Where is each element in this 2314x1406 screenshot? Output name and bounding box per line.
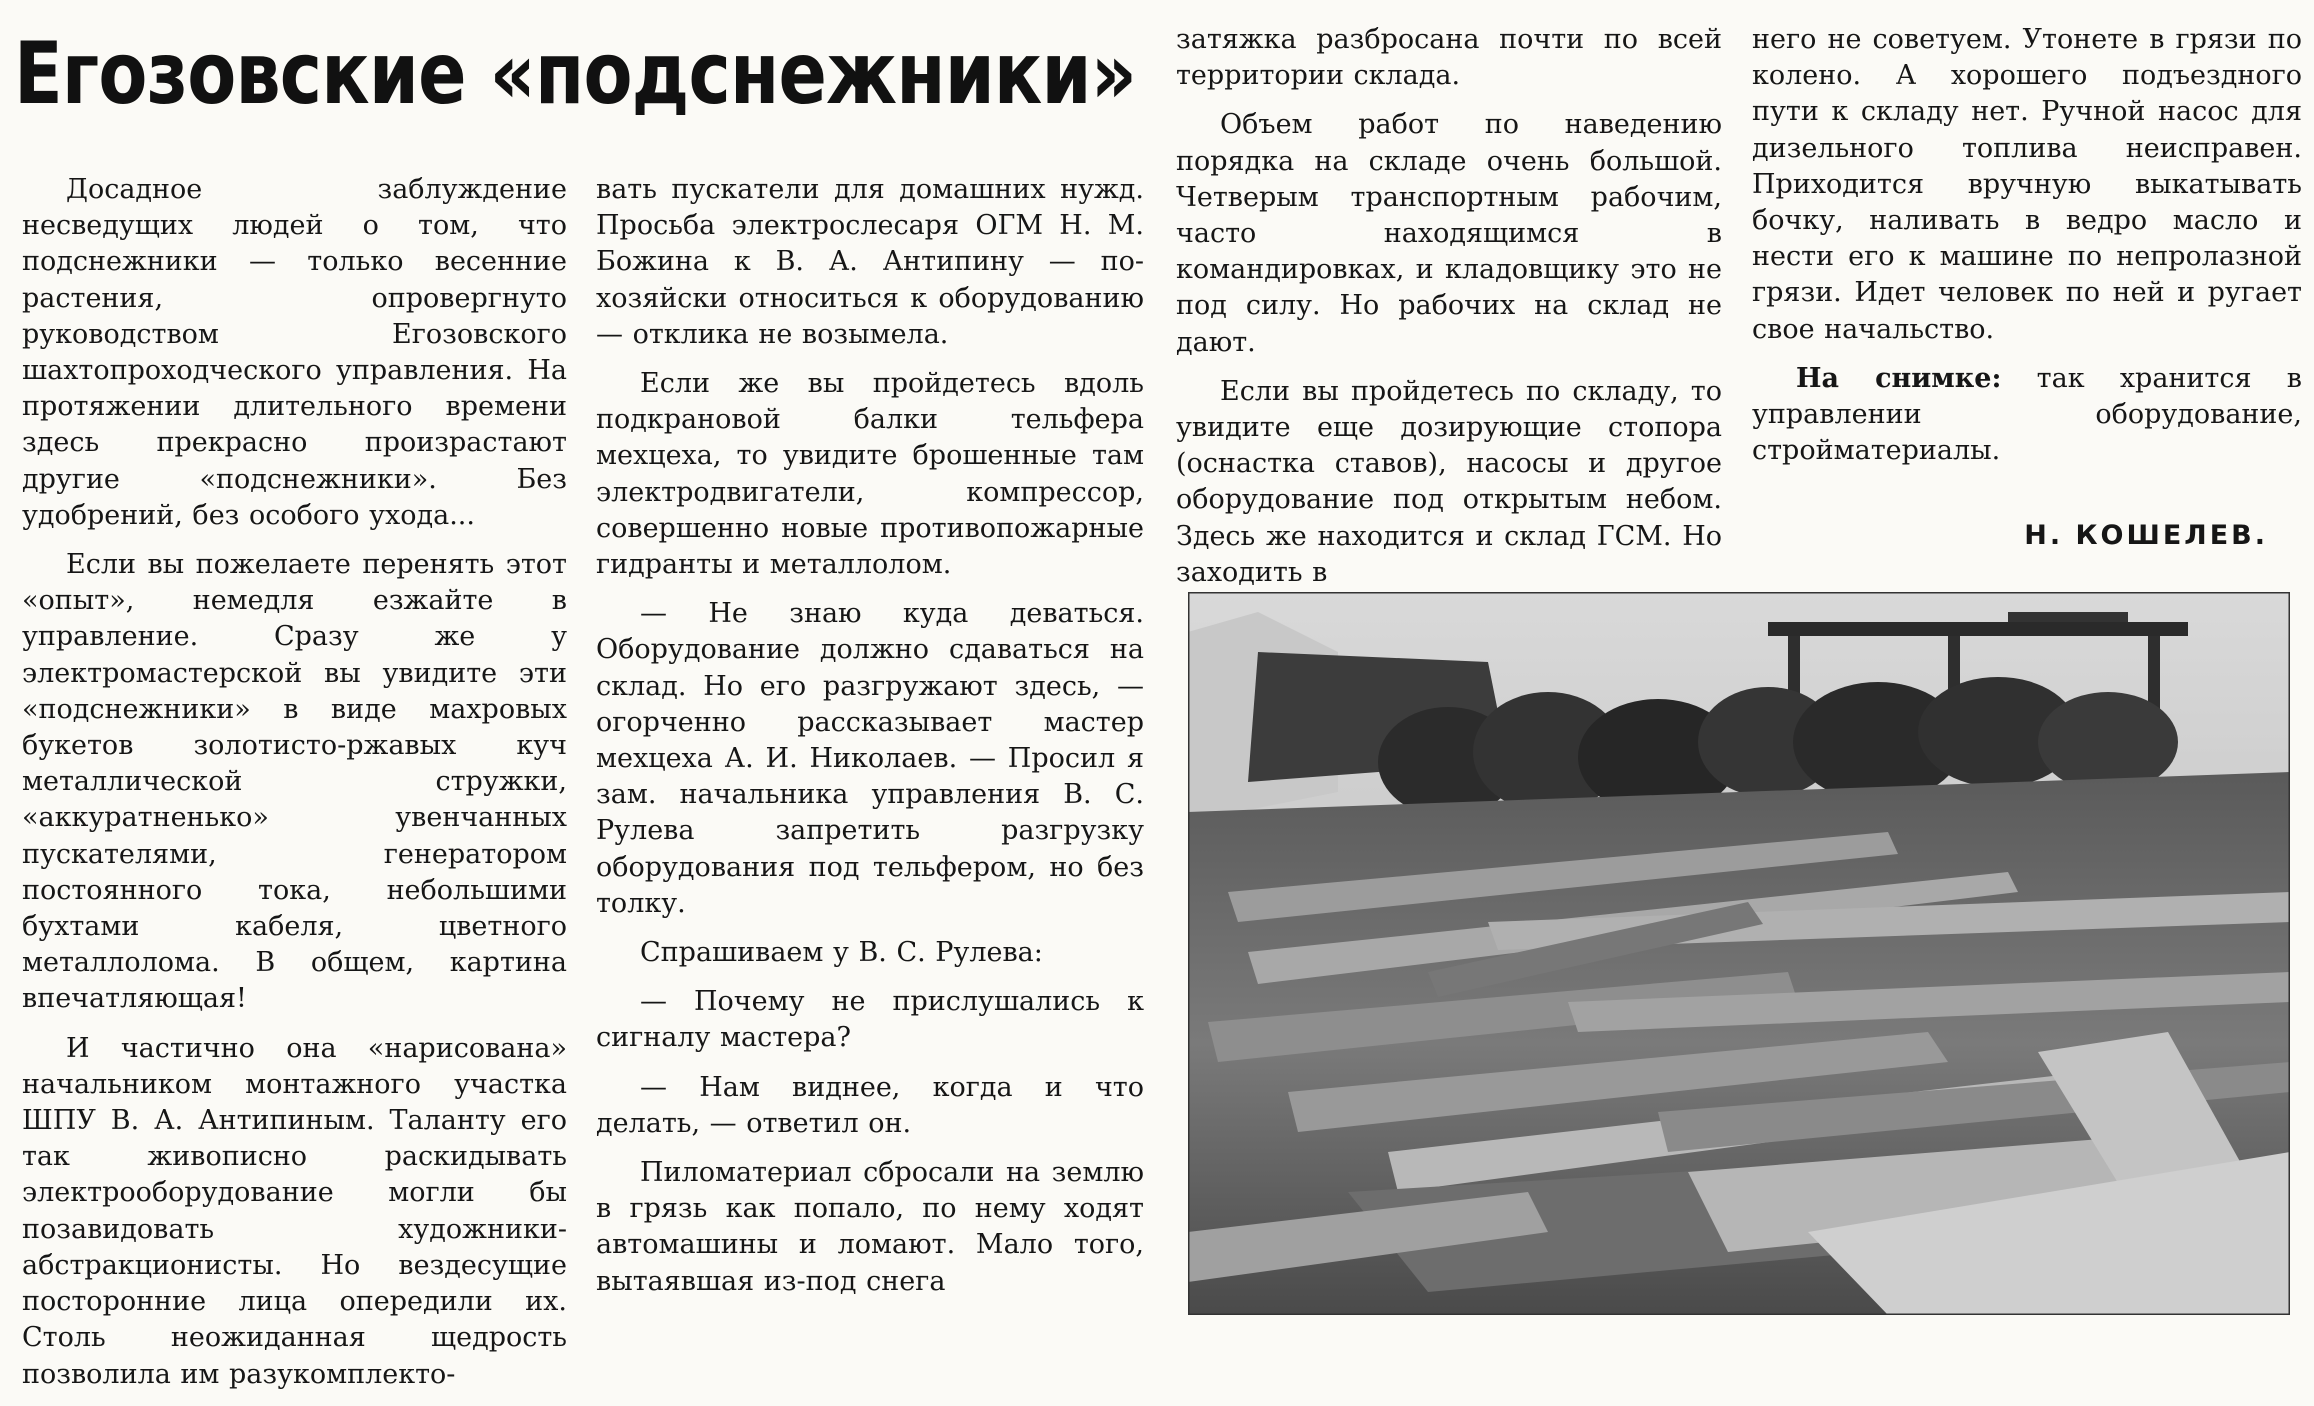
paragraph: вать пускатели для домашних нужд. Просьба электрослесаря ОГМ Н. М. Божина к В. А. Антипину — по-хозяйски относиться к оборудованию — отклика не возымела. — [596, 174, 1144, 350]
photo-image — [1188, 592, 2290, 1315]
paragraph: Если вы пожелаете перенять этот «опыт», немедля езжайте в управление. Сразу же у электромастерской вы увидите эти «подснежники» в виде махровых букетов золотисто-ржавых куч металлической стружки, «аккуратненько» увенчанных пускателями, генератором постоянного тока, небольшими бухтами кабеля, цветного металлолома. В общем, картина впечатляющая! — [22, 549, 567, 1015]
caption-label: На снимке: — [1796, 362, 2002, 394]
article-column-1 — [22, 172, 567, 1406]
author-signature: Н. КОШЕЛЕВ. — [2024, 520, 2268, 551]
paragraph: Объем работ по наведению порядка на складе очень большой. Четверым транспортным рабочим, часто находящимся в командировках, и кладовщику это не под силу. Но рабочих на склад не дают. — [1176, 109, 1722, 358]
paragraph: затяжка разбросана почти по всей территории склада. — [1176, 24, 1722, 92]
headline: Егозовские «подснежники» — [14, 24, 1136, 124]
paragraph: Спрашиваем у В. С. Рулева: — [640, 937, 1043, 969]
paragraph: Пиломатериал сбросали на землю в грязь как попало, по нему ходят автомашины и ломают. Мало того, вытаявшая из-под снега — [596, 1157, 1144, 1297]
paragraph: Если вы пройдетесь по складу, то увидите еще дозирующие стопора (оснастка ставов), насосы и другое оборудование под открытым небом. Здесь же находится и склад ГСМ. Но заходить в — [1176, 375, 1722, 588]
paragraph: — Нам виднее, когда и что делать, — ответил он. — [596, 1071, 1144, 1139]
photo-warehouse-yard — [1188, 592, 2290, 1315]
article-column-2 — [596, 172, 1144, 1313]
photo-caption — [1752, 361, 2302, 470]
paragraph: Если же вы пройдетесь вдоль подкрановой балки тельфера мехцеха, то увидите брошенные там электродвигатели, компрессор, совершенно новые противопожарные гидранты и металлолом. — [596, 368, 1144, 581]
caption-text: так хранится в управлении оборудование, стройматериалы. — [1752, 362, 2302, 467]
paragraph: — Почему не прислушались к сигналу мастера? — [596, 986, 1144, 1054]
paragraph: — Не знаю куда деваться. Оборудование должно сдаваться на склад. Но его разгружают здесь, — огорченно рассказывает мастер мехцеха А. И. Николаев. — Просил я зам. начальника управления В. С. Рулева запретить разгрузку оборудования под тельфером, но без толку. — [596, 598, 1144, 919]
paragraph: Досадное заблуждение несведущих людей о том, что подснежники — только весенние растения, опровергнуто руководством Егозовского шахтопроходческого управления. На протяжении длительного времени здесь прекрасно произрастают другие «подснежники». Без удобрений, без особого ухода... — [22, 174, 567, 531]
article-column-3 — [1176, 22, 1722, 604]
paragraph: И частично она «нарисована» начальником монтажного участка ШПУ В. А. Антипиным. Таланту его так живописно раскидывать электрооборудование могли бы позавидовать художники-абстракционисты. Но вездесущие посторонние лица опередили их. Столь неожиданная щедрость позволила им разукомплекто- — [22, 1032, 567, 1390]
article-column-4 — [1752, 22, 2302, 482]
paragraph: него не советуем. Утонете в грязи по колено. А хорошего подъездного пути к складу нет. Ручной насос для дизельного топлива неисправен. Приходится вручную выкатывать бочку, наливать в ведро масло и нести его к машине по непролазной грязи. Идет человек по ней и ругает свое начальство. — [1752, 24, 2302, 345]
